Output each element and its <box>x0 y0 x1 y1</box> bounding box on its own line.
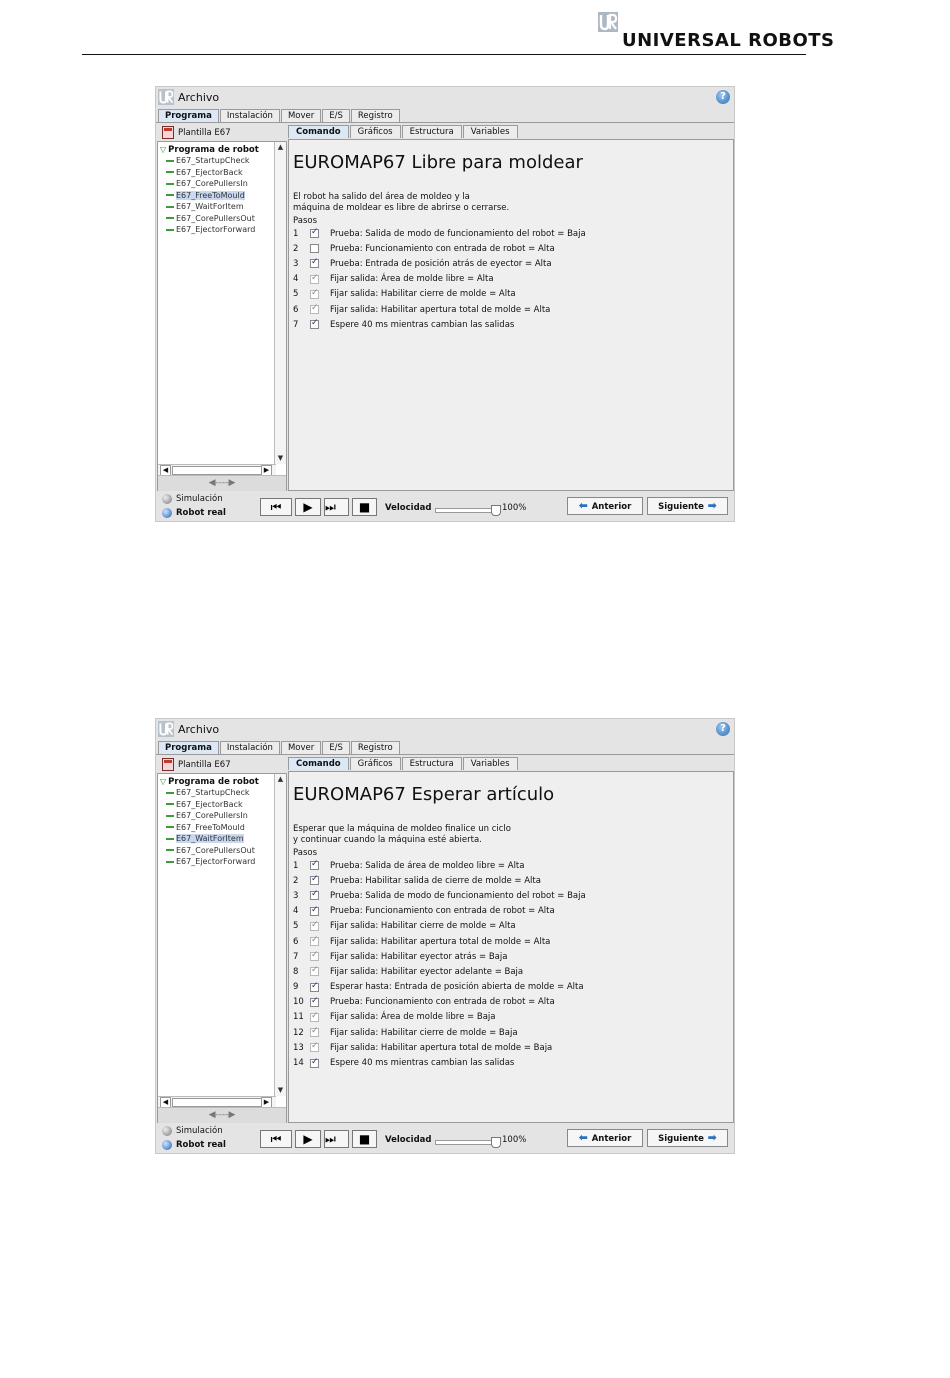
step-number: 5 <box>293 289 299 300</box>
universal-robots-brand <box>598 12 835 52</box>
file-menu[interactable]: Archivo <box>178 91 220 104</box>
panel-resize-handle[interactable]: ◀‑‑‑‑▶ <box>158 1107 286 1123</box>
help-icon[interactable]: ? <box>716 722 730 736</box>
step-checkbox[interactable] <box>310 998 319 1007</box>
step-number: 9 <box>293 982 299 993</box>
scroll-down-arrow-icon[interactable]: ▼ <box>277 454 284 462</box>
speed-value: 100% <box>502 1135 527 1145</box>
speed-value: 100% <box>502 503 527 513</box>
step-row <box>293 934 723 949</box>
tab-gr-ficos[interactable]: Gráficos <box>350 757 401 770</box>
subprogram-icon <box>166 803 174 805</box>
step-label: Fijar salida: Habilitar apertura total de molde = Alta <box>330 936 551 947</box>
step-number: 1 <box>293 228 299 239</box>
expand-triangle-icon[interactable]: ▽ <box>160 777 167 786</box>
page-title: EUROMAP67 Libre para moldear <box>293 152 583 173</box>
step-row <box>293 1055 723 1070</box>
step-checkbox <box>310 967 319 976</box>
step-checkbox <box>310 275 319 284</box>
title-bar <box>156 87 734 107</box>
simulation-label: Simulación <box>176 494 223 504</box>
stop-button[interactable]: ■ <box>352 1130 377 1148</box>
sub-tabs <box>288 125 519 139</box>
tab-estructura[interactable]: Estructura <box>402 757 462 770</box>
step-label: Fijar salida: Habilitar eyector atrás = Baja <box>330 951 508 962</box>
speed-slider-knob[interactable] <box>491 505 501 516</box>
tree-vertical-scrollbar[interactable] <box>274 142 286 464</box>
sub-tabs <box>288 757 519 771</box>
step-number: 6 <box>293 936 299 947</box>
tab-instalaci-n[interactable]: Instalación <box>220 109 280 123</box>
step-checkbox[interactable] <box>310 861 319 870</box>
step-number: 11 <box>293 1012 304 1023</box>
step-checkbox <box>310 305 319 314</box>
tree-vertical-scrollbar[interactable] <box>274 774 286 1096</box>
main-tabs <box>158 109 401 123</box>
simulation-radio[interactable] <box>162 1126 223 1136</box>
polyscope-window <box>155 86 735 522</box>
step-label: Fijar salida: Área de molde libre = Alta <box>330 274 494 285</box>
tree-node-label: E67_CorePullersIn <box>176 179 248 188</box>
tree-node[interactable] <box>160 799 274 811</box>
step-label: Prueba: Entrada de posición atrás de eyector = Alta <box>330 258 552 269</box>
step-label: Prueba: Funcionamiento con entrada de robot = Alta <box>330 906 555 917</box>
tab-e-s[interactable]: E/S <box>322 741 350 755</box>
arrow-right-icon: ➡ <box>703 499 717 512</box>
main-tabs <box>158 741 401 755</box>
tree-node-label: E67_WaitForItem <box>176 834 244 843</box>
tree-node[interactable] <box>160 201 274 213</box>
next-label: Siguiente <box>658 502 704 512</box>
tree-node-label: E67_EjectorBack <box>176 799 243 809</box>
step-checkbox[interactable] <box>310 983 319 992</box>
tree-node[interactable] <box>160 845 274 857</box>
previous-button[interactable] <box>567 497 643 515</box>
real-robot-label: Robot real <box>176 508 226 518</box>
step-row <box>293 241 723 256</box>
step-row <box>293 1025 723 1040</box>
description: Esperar que la máquina de moldeo finalice un ciclo y continuar cuando la máquina esté abierta. <box>293 824 511 845</box>
tree-node-label: E67_CorePullersOut <box>176 845 255 855</box>
step-label: Fijar salida: Habilitar apertura total de molde = Alta <box>330 304 551 315</box>
step-row <box>293 317 723 332</box>
tab-mover[interactable]: Mover <box>281 109 321 123</box>
tab-variables[interactable]: Variables <box>463 125 518 138</box>
tree-node-label: E67_StartupCheck <box>176 156 250 165</box>
steps-label: Pasos <box>293 216 318 226</box>
scroll-left-arrow-icon[interactable]: ◀ <box>160 1097 171 1108</box>
command-panel <box>288 771 734 1123</box>
scroll-thumb[interactable] <box>172 1098 264 1107</box>
step-checkbox[interactable] <box>310 907 319 916</box>
tree-node-label: E67_WaitForItem <box>176 202 244 211</box>
page-title: EUROMAP67 Esperar artículo <box>293 784 555 805</box>
scroll-up-arrow-icon[interactable]: ▲ <box>277 775 284 783</box>
step-label: Fijar salida: Habilitar cierre de molde = Baja <box>330 1027 518 1038</box>
subprogram-icon <box>166 849 174 851</box>
step-row <box>293 858 723 873</box>
steps-list <box>293 226 723 332</box>
template-label: Plantilla E67 <box>178 127 231 138</box>
steps-label: Pasos <box>293 848 318 858</box>
previous-label: Anterior <box>591 1134 632 1144</box>
tree-node[interactable] <box>160 787 274 799</box>
tab-programa[interactable]: Programa <box>158 741 219 755</box>
step-checkbox <box>310 1028 319 1037</box>
program-file-icon <box>162 758 174 771</box>
brand-name: UNIVERSAL ROBOTS <box>622 30 835 51</box>
step-number: 3 <box>293 258 299 269</box>
step-row <box>293 995 723 1010</box>
step-label: Fijar salida: Habilitar apertura total de molde = Baja <box>330 1042 553 1053</box>
tab-comando[interactable]: Comando <box>288 757 349 770</box>
tab-comando[interactable]: Comando <box>288 125 349 138</box>
panel-resize-handle[interactable]: ◀‑‑‑‑▶ <box>158 475 286 491</box>
real-robot-radio[interactable] <box>162 508 226 518</box>
step-label: Fijar salida: Habilitar cierre de molde = Alta <box>330 289 516 300</box>
simulation-radio-icon[interactable] <box>162 494 172 504</box>
tree-node-label: E67_StartupCheck <box>176 788 250 797</box>
tree-node[interactable] <box>160 178 274 190</box>
step-row <box>293 302 723 317</box>
program-file-icon <box>162 126 174 139</box>
help-icon[interactable]: ? <box>716 90 730 104</box>
tree-node-label: E67_FreeToMould <box>176 822 245 832</box>
next-label: Siguiente <box>658 1134 704 1144</box>
step-row <box>293 949 723 964</box>
tree-horizontal-scrollbar[interactable] <box>158 1096 276 1107</box>
program-tree <box>160 144 274 236</box>
rewind-button[interactable]: ⏮ <box>260 1130 292 1148</box>
rewind-button[interactable]: ⏮ <box>260 498 292 516</box>
subprogram-icon <box>166 183 174 185</box>
program-tree-panel <box>157 773 287 1123</box>
subprogram-icon <box>166 171 174 173</box>
step-number: 7 <box>293 319 299 330</box>
step-checkbox <box>310 290 319 299</box>
description: El robot ha salido del área de moldeo y la máquina de moldear es libre de abrirse o cerrarse. <box>293 192 510 213</box>
step-label: Prueba: Funcionamiento con entrada de robot = Alta <box>330 243 555 254</box>
arrow-left-icon: ⬅ <box>578 499 592 512</box>
step-checkbox[interactable] <box>310 229 319 238</box>
step-row <box>293 272 723 287</box>
step-checkbox <box>310 937 319 946</box>
subprogram-icon <box>166 217 174 219</box>
step-row <box>293 964 723 979</box>
step-label: Prueba: Salida de modo de funcionamiento del robot = Baja <box>330 228 586 239</box>
tree-node-label: E67_FreeToMould <box>176 190 245 200</box>
step-row <box>293 919 723 934</box>
tree-node[interactable] <box>160 213 274 225</box>
tree-node[interactable] <box>160 167 274 179</box>
step-number: 4 <box>293 906 299 917</box>
app-logo-icon <box>158 721 174 737</box>
ur-logo-icon <box>598 12 618 32</box>
tree-node[interactable] <box>160 224 274 236</box>
tab-programa[interactable]: Programa <box>158 109 219 123</box>
step-number: 10 <box>293 997 304 1008</box>
tree-node-label: E67_EjectorBack <box>176 167 243 177</box>
next-button[interactable] <box>647 1129 728 1147</box>
tree-horizontal-scrollbar[interactable] <box>158 464 276 475</box>
tab-estructura[interactable]: Estructura <box>402 125 462 138</box>
scroll-right-arrow-icon[interactable]: ▶ <box>261 465 272 476</box>
step-forward-button[interactable]: ⏭ <box>324 498 349 516</box>
step-number: 7 <box>293 951 299 962</box>
tab-instalaci-n[interactable]: Instalación <box>220 741 280 755</box>
tree-root-program[interactable] <box>160 144 274 155</box>
tree-node[interactable] <box>160 822 274 834</box>
template-label: Plantilla E67 <box>178 759 231 770</box>
subprogram-icon <box>166 792 174 794</box>
speed-slider-knob[interactable] <box>491 1137 501 1148</box>
arrow-right-icon: ➡ <box>703 1131 717 1144</box>
tab-mover[interactable]: Mover <box>281 741 321 755</box>
scroll-down-arrow-icon[interactable]: ▼ <box>277 1086 284 1094</box>
tab-registro[interactable]: Registro <box>351 109 400 123</box>
scroll-thumb[interactable] <box>172 466 264 475</box>
next-button[interactable] <box>647 497 728 515</box>
play-button[interactable]: ▶ <box>295 498 321 516</box>
step-number: 2 <box>293 243 299 254</box>
step-forward-button[interactable]: ⏭ <box>324 1130 349 1148</box>
step-checkbox <box>310 922 319 931</box>
step-row <box>293 256 723 271</box>
step-row <box>293 980 723 995</box>
file-menu[interactable]: Archivo <box>178 723 220 736</box>
tree-root-program[interactable] <box>160 776 274 787</box>
step-checkbox[interactable] <box>310 244 319 253</box>
step-label: Prueba: Salida de área de moldeo libre = Alta <box>330 860 525 871</box>
real-robot-radio[interactable] <box>162 1140 226 1150</box>
step-row <box>293 904 723 919</box>
app-logo-icon <box>158 89 174 105</box>
previous-label: Anterior <box>591 502 632 512</box>
step-label: Fijar salida: Habilitar cierre de molde = Alta <box>330 921 516 932</box>
subprogram-icon <box>166 861 174 863</box>
simulation-radio-icon[interactable] <box>162 1126 172 1136</box>
step-checkbox <box>310 952 319 961</box>
title-bar <box>156 719 734 739</box>
step-row <box>293 1010 723 1025</box>
step-checkbox[interactable] <box>310 259 319 268</box>
step-number: 12 <box>293 1027 304 1038</box>
step-label: Fijar salida: Área de molde libre = Baja <box>330 1012 496 1023</box>
tab-gr-ficos[interactable]: Gráficos <box>350 125 401 138</box>
tree-node[interactable] <box>160 190 274 202</box>
step-label: Esperar hasta: Entrada de posición abierta de molde = Alta <box>330 982 584 993</box>
step-checkbox <box>310 1043 319 1052</box>
tree-root-label: Programa de robot <box>168 145 259 155</box>
tab-e-s[interactable]: E/S <box>322 109 350 123</box>
scroll-left-arrow-icon[interactable]: ◀ <box>160 465 171 476</box>
step-label: Prueba: Habilitar salida de cierre de molde = Alta <box>330 875 541 886</box>
step-checkbox[interactable] <box>310 320 319 329</box>
tab-registro[interactable]: Registro <box>351 741 400 755</box>
real-robot-radio-icon[interactable] <box>162 508 172 518</box>
step-checkbox[interactable] <box>310 876 319 885</box>
template-header <box>162 126 231 140</box>
tree-node-label: E67_EjectorForward <box>176 225 256 234</box>
step-row <box>293 226 723 241</box>
subprogram-icon <box>166 826 174 828</box>
step-label: Espere 40 ms mientras cambian las salidas <box>330 319 515 330</box>
tab-variables[interactable]: Variables <box>463 757 518 770</box>
step-label: Fijar salida: Habilitar eyector adelante = Baja <box>330 966 524 977</box>
tree-node[interactable] <box>160 155 274 167</box>
subprogram-icon <box>166 160 174 162</box>
scroll-up-arrow-icon[interactable]: ▲ <box>277 143 284 151</box>
bottom-bar <box>156 1123 734 1155</box>
step-label: Prueba: Funcionamiento con entrada de robot = Alta <box>330 997 555 1008</box>
program-tree-panel <box>157 141 287 491</box>
tree-root-label: Programa de robot <box>168 777 259 787</box>
step-checkbox <box>310 1013 319 1022</box>
tree-node-label: E67_EjectorForward <box>176 857 256 866</box>
template-header <box>162 758 231 772</box>
program-tree <box>160 776 274 868</box>
step-label: Espere 40 ms mientras cambian las salidas <box>330 1058 515 1069</box>
speed-label: Velocidad <box>385 1135 432 1145</box>
scroll-right-arrow-icon[interactable]: ▶ <box>261 1097 272 1108</box>
subprogram-icon <box>166 194 174 196</box>
subprogram-icon <box>166 206 174 208</box>
step-number: 2 <box>293 875 299 886</box>
step-checkbox[interactable] <box>310 891 319 900</box>
polyscope-window <box>155 718 735 1154</box>
step-number: 5 <box>293 921 299 932</box>
step-number: 6 <box>293 304 299 315</box>
tree-node-label: E67_CorePullersOut <box>176 213 255 223</box>
real-robot-label: Robot real <box>176 1140 226 1150</box>
expand-triangle-icon[interactable]: ▽ <box>160 145 167 154</box>
step-row <box>293 888 723 903</box>
step-number: 14 <box>293 1058 304 1069</box>
simulation-radio[interactable] <box>162 494 223 504</box>
step-number: 3 <box>293 890 299 901</box>
subprogram-icon <box>166 229 174 231</box>
step-number: 4 <box>293 274 299 285</box>
play-button[interactable]: ▶ <box>295 1130 321 1148</box>
speed-slider[interactable] <box>435 508 497 513</box>
bottom-bar <box>156 491 734 523</box>
tree-node[interactable] <box>160 856 274 868</box>
subprogram-icon <box>166 838 174 840</box>
previous-button[interactable] <box>567 1129 643 1147</box>
simulation-label: Simulación <box>176 1126 223 1136</box>
step-number: 8 <box>293 966 299 977</box>
header-rule <box>82 54 806 55</box>
command-panel <box>288 139 734 491</box>
step-row <box>293 1040 723 1055</box>
tree-node-label: E67_CorePullersIn <box>176 811 248 820</box>
tab-divider <box>156 122 734 123</box>
speed-label: Velocidad <box>385 503 432 513</box>
step-row <box>293 287 723 302</box>
steps-list <box>293 858 723 1071</box>
step-label: Prueba: Salida de modo de funcionamiento del robot = Baja <box>330 890 586 901</box>
tab-divider <box>156 754 734 755</box>
arrow-left-icon: ⬅ <box>578 1131 592 1144</box>
step-number: 1 <box>293 860 299 871</box>
subprogram-icon <box>166 815 174 817</box>
step-number: 13 <box>293 1042 304 1053</box>
stop-button[interactable]: ■ <box>352 498 377 516</box>
real-robot-radio-icon[interactable] <box>162 1140 172 1150</box>
step-row <box>293 873 723 888</box>
tree-node[interactable] <box>160 810 274 822</box>
tree-node[interactable] <box>160 833 274 845</box>
step-checkbox[interactable] <box>310 1059 319 1068</box>
speed-slider[interactable] <box>435 1140 497 1145</box>
